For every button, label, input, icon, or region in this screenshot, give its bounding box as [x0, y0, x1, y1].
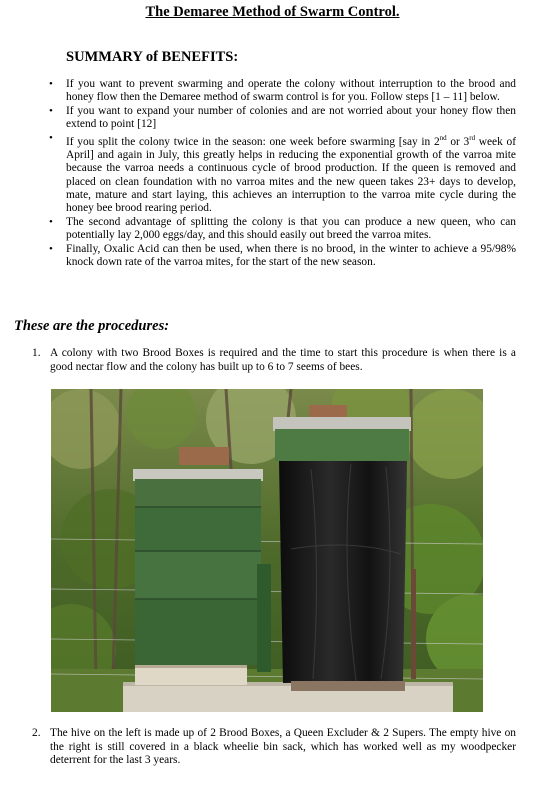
procedures-heading: These are the procedures: — [14, 318, 170, 334]
benefits-list — [66, 78, 516, 269]
document-title: The Demaree Method of Swarm Control. — [145, 4, 400, 20]
step-number: 1. — [32, 347, 41, 359]
beehive-photo — [51, 389, 483, 712]
procedure-step — [32, 727, 516, 768]
benefit-item: • If you split the colony twice in the season: one week before swarming [say in 2nd or 3rd week of April] and again in July, this greatly helps in reducing the exponential growth of the varroa mite because the varroa needs a continuous cycle of brood production. If the queen is removed and placed on clean foundation with no varroa mites and the new queen takes 23+ days to develop, mate, mature and start laying, this achieves an interruption to the varroa mite cycle during the honey bee brood rearing period. — [66, 132, 516, 216]
procedure-step — [32, 347, 516, 374]
step-number: 2. — [32, 727, 41, 739]
benefit-item: • Finally, Oxalic Acid can then be used, when there is no brood, in the winter to achieve a 95/98% knock down rate of the varroa mites, for the start of the new season. — [66, 243, 516, 270]
benefit-item: • If you want to expand your number of colonies and are not worried about your honey flow then extend to point [12] — [66, 105, 516, 132]
benefit-item: • The second advantage of splitting the colony is that you can produce a new queen, who can potentially lay 2,000 eggs/day, and this should easily out breed the varroa mites. — [66, 216, 516, 243]
benefit-item: • If you want to prevent swarming and operate the colony without interruption to the brood and honey flow then the Demaree method of swarm control is for you. Follow steps [1 – 11] below. — [66, 78, 516, 105]
step-text: The hive on the left is made up of 2 Brood Boxes, a Queen Excluder & 2 Supers. The empty hive on the right is still covered in a black wheelie bin sack, which has worked well as my woodpecker deterrent for the last 3 years. — [50, 727, 516, 767]
step-text: A colony with two Brood Boxes is required and the time to start this procedure is when there is a good nectar flow and the colony has built up to 6 to 7 seems of bees. — [50, 347, 516, 373]
summary-heading: SUMMARY of BENEFITS: — [66, 49, 239, 65]
